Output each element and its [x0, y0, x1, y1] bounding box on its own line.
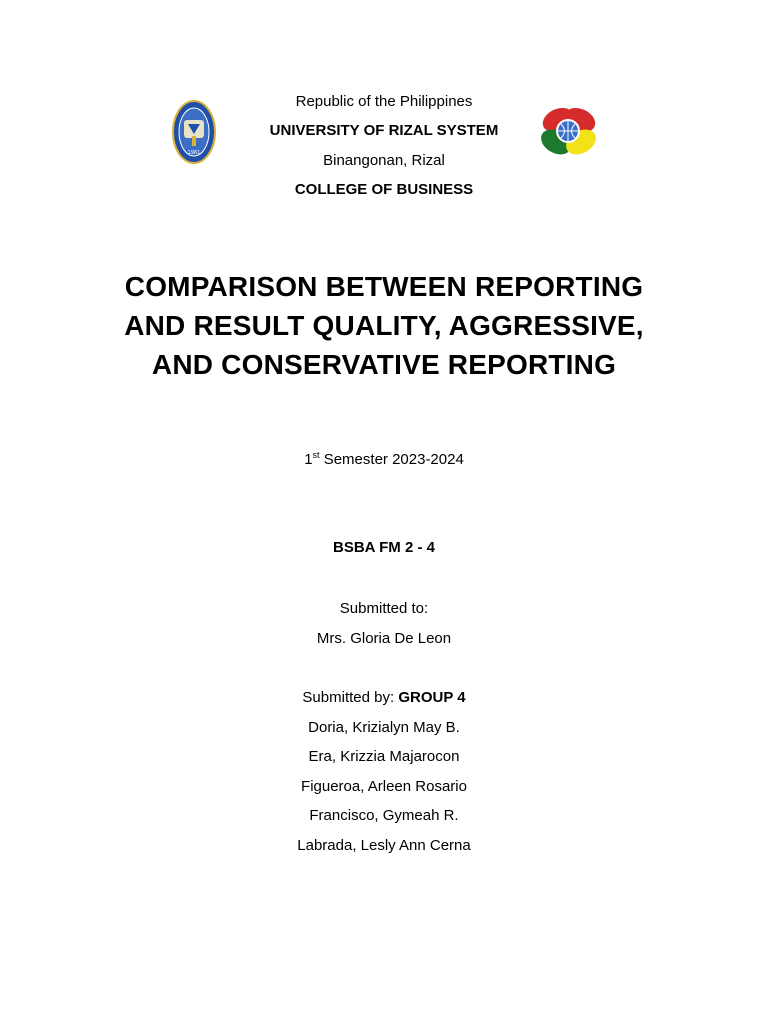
- title-line-2: AND RESULT QUALITY, AGGRESSIVE,: [124, 310, 644, 341]
- class-section: BSBA FM 2 - 4: [333, 539, 435, 556]
- svg-text:1961: 1961: [187, 150, 201, 156]
- institution-header: [0, 91, 768, 208]
- title-line-3: AND CONSERVATIVE REPORTING: [151, 349, 617, 380]
- college-name: COLLEGE OF BUSINESS: [294, 180, 474, 198]
- member-name: Labrada, Lesly Ann Cerna: [297, 836, 471, 854]
- republic-line: Republic of the Philippines: [295, 93, 473, 110]
- submitted-by-label: Submitted by:: [302, 689, 399, 706]
- submitted-to-label: Submitted to:: [339, 600, 429, 617]
- member-name: Figueroa, Arleen Rosario: [301, 777, 467, 795]
- semester-number: 1: [304, 451, 313, 468]
- submitted-by-line: [0, 688, 768, 718]
- submitted-by-block: [0, 688, 768, 866]
- member-name: Doria, Krizialyn May B.: [308, 718, 460, 736]
- title-line-1: COMPARISON BETWEEN REPORTING: [124, 271, 644, 302]
- member-name: Francisco, Gymeah R.: [309, 807, 459, 825]
- submitted-to-block: [0, 599, 768, 658]
- member-name: Era, Krizzia Majarocon: [308, 748, 460, 766]
- semester-text: Semester 2023-2024: [319, 451, 464, 468]
- semester-ordinal: st: [312, 450, 320, 460]
- semester-line: [0, 451, 768, 468]
- group-name: GROUP 4: [398, 689, 466, 706]
- university-name: UNIVERSITY OF RIZAL SYSTEM: [269, 122, 499, 140]
- campus-location: Binangonan, Rizal: [323, 151, 445, 169]
- document-title: [0, 267, 768, 384]
- instructor-name: Mrs. Gloria De Leon: [316, 629, 452, 647]
